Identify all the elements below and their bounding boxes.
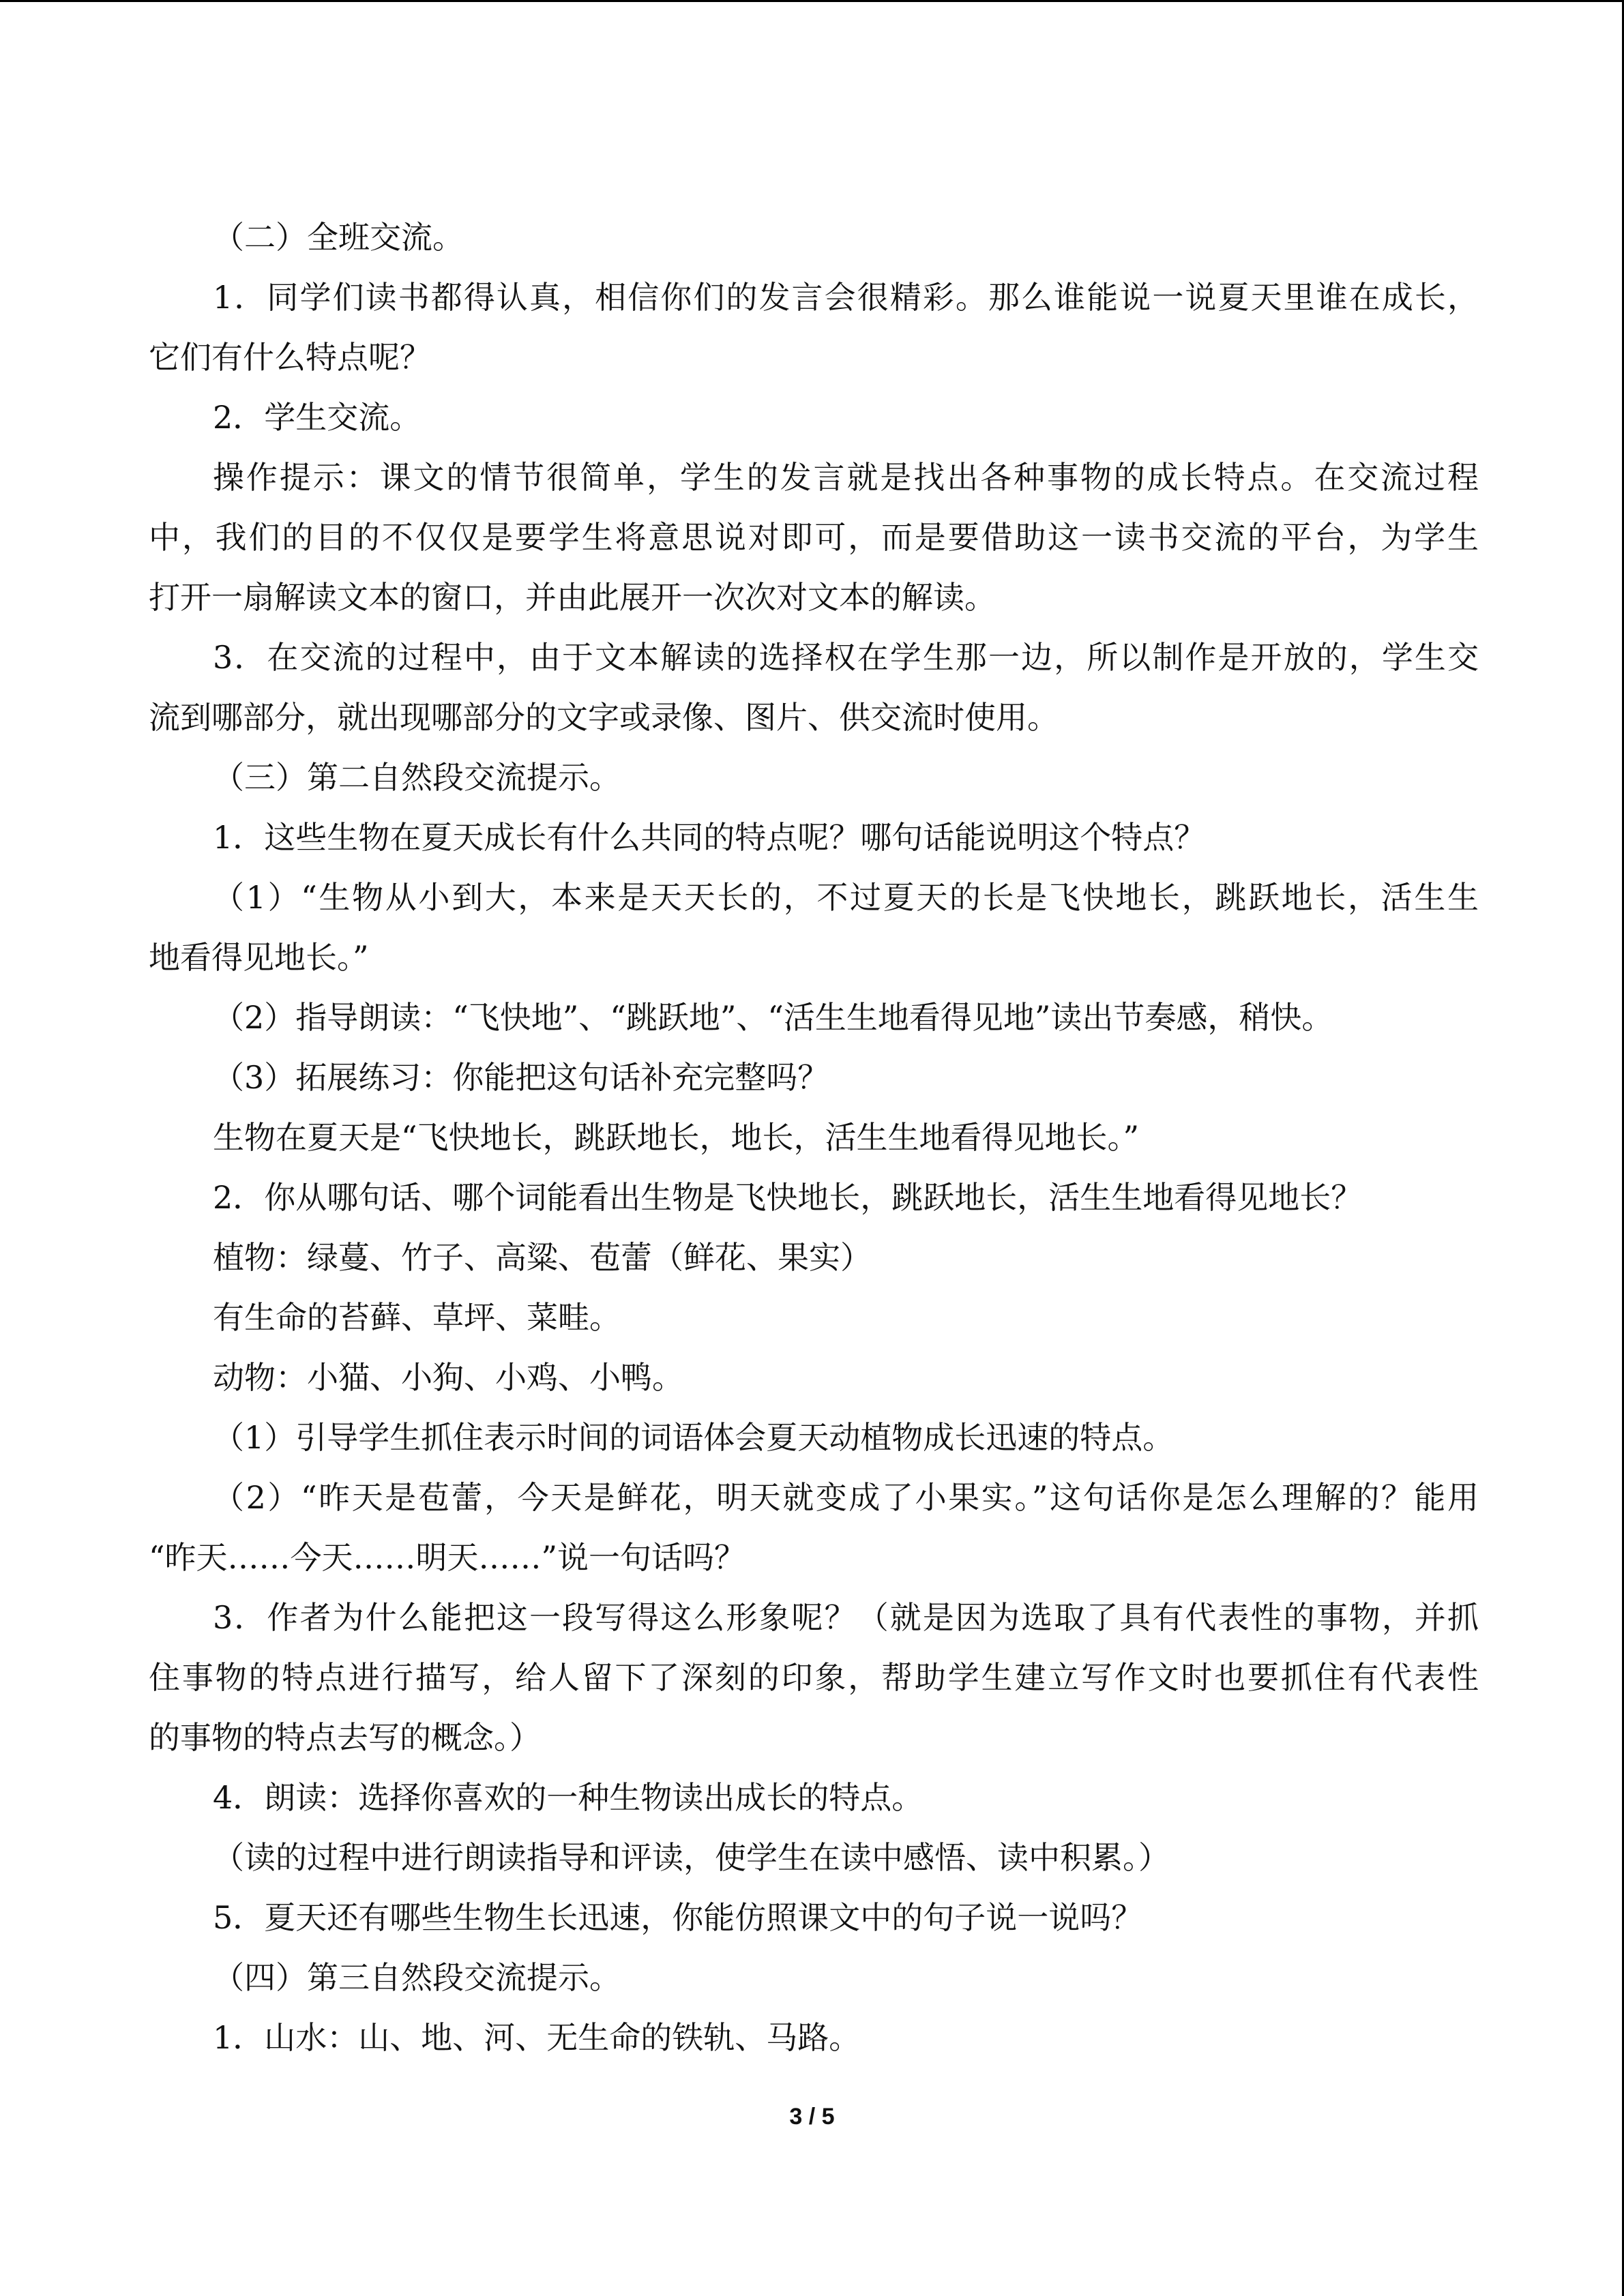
paragraph-line: 2．学生交流。 bbox=[213, 399, 422, 436]
paragraph-line: （2）“昨天是苞蕾，今天是鲜花，明天就变成了小果实。”这句话你是怎么理解的？能用 bbox=[213, 1479, 1479, 1516]
section-heading-4: （四）第三自然段交流提示。 bbox=[213, 1959, 621, 1996]
paragraph-line: 地看得见地长。” bbox=[149, 939, 369, 976]
paragraph-line: 生物在夏天是“飞快地长，跳跃地长，地长，活生生地看得见地长。” bbox=[213, 1119, 1140, 1156]
paragraph-line: 5．夏天还有哪些生物生长迅速，你能仿照课文中的句子说一说吗？ bbox=[213, 1899, 1143, 1936]
paragraph-line: 1．同学们读书都得认真，相信你们的发言会很精彩。那么谁能说一说夏天里谁在成长， bbox=[213, 279, 1479, 316]
paragraph-line: （3）拓展练习：你能把这句话补充完整吗？ bbox=[213, 1059, 829, 1096]
paragraph-line: 3．作者为什么能把这一段写得这么形象呢？（就是因为选取了具有代表性的事物，并抓 bbox=[213, 1599, 1479, 1636]
paragraph-line: 3．在交流的过程中，由于文本解读的选择权在学生那一边，所以制作是开放的，学生交 bbox=[213, 639, 1479, 676]
paragraph-line: 1．这些生物在夏天成长有什么共同的特点呢？哪句话能说明这个特点？ bbox=[213, 819, 1206, 856]
paragraph-line: 的事物的特点去写的概念。） bbox=[149, 1719, 541, 1756]
paragraph-line: 住事物的特点进行描写，给人留下了深刻的印象，帮助学生建立写作文时也要抓住有代表性 bbox=[149, 1659, 1479, 1696]
paragraph-line: （读的过程中进行朗读指导和评读，使学生在读中感悟、读中积累。） bbox=[213, 1839, 1170, 1876]
paragraph-line: 有生命的苔藓、草坪、菜畦。 bbox=[213, 1299, 621, 1336]
paragraph-line: 操作提示：课文的情节很简单，学生的发言就是找出各种事物的成长特点。在交流过程 bbox=[213, 459, 1479, 496]
page-number: 3 / 5 bbox=[789, 2104, 835, 2130]
paragraph-line: 动物：小猫、小狗、小鸡、小鸭。 bbox=[213, 1359, 683, 1396]
paragraph-line: 4．朗读：选择你喜欢的一种生物读出成长的特点。 bbox=[213, 1779, 924, 1816]
paragraph-line: （1）引导学生抓住表示时间的词语体会夏天动植物成长迅速的特点。 bbox=[213, 1419, 1175, 1456]
paragraph-line: 它们有什么特点呢？ bbox=[149, 339, 431, 376]
paragraph-line: 中，我们的目的不仅仅是要学生将意思说对即可，而是要借助这一读书交流的平台，为学生 bbox=[149, 519, 1479, 556]
paragraph-line: 植物：绿蔓、竹子、高粱、苞蕾（鲜花、果实） bbox=[213, 1239, 872, 1276]
page-border-top bbox=[0, 0, 1624, 2]
section-heading-3: （三）第二自然段交流提示。 bbox=[213, 759, 621, 796]
paragraph-line: 流到哪部分，就出现哪部分的文字或录像、图片、供交流时使用。 bbox=[149, 699, 1059, 736]
paragraph-line: 1．山水：山、地、河、无生命的铁轨、马路。 bbox=[213, 2019, 861, 2056]
paragraph-line: 打开一扇解读文本的窗口，并由此展开一次次对文本的解读。 bbox=[149, 579, 996, 616]
paragraph-line: （1）“生物从小到大，本来是天天长的，不过夏天的长是飞快地长，跳跃地长，活生生 bbox=[213, 879, 1479, 916]
section-heading-2: （二）全班交流。 bbox=[213, 219, 464, 256]
paragraph-line: “昨天……今天……明天……”说一句话吗？ bbox=[149, 1539, 746, 1576]
paragraph-line: 2．你从哪句话、哪个词能看出生物是飞快地长，跳跃地长，活生生地看得见地长？ bbox=[213, 1179, 1363, 1216]
paragraph-line: （2）指导朗读：“飞快地”、“跳跃地”、“活生生地看得见地”读出节奏感，稍快。 bbox=[213, 999, 1333, 1036]
